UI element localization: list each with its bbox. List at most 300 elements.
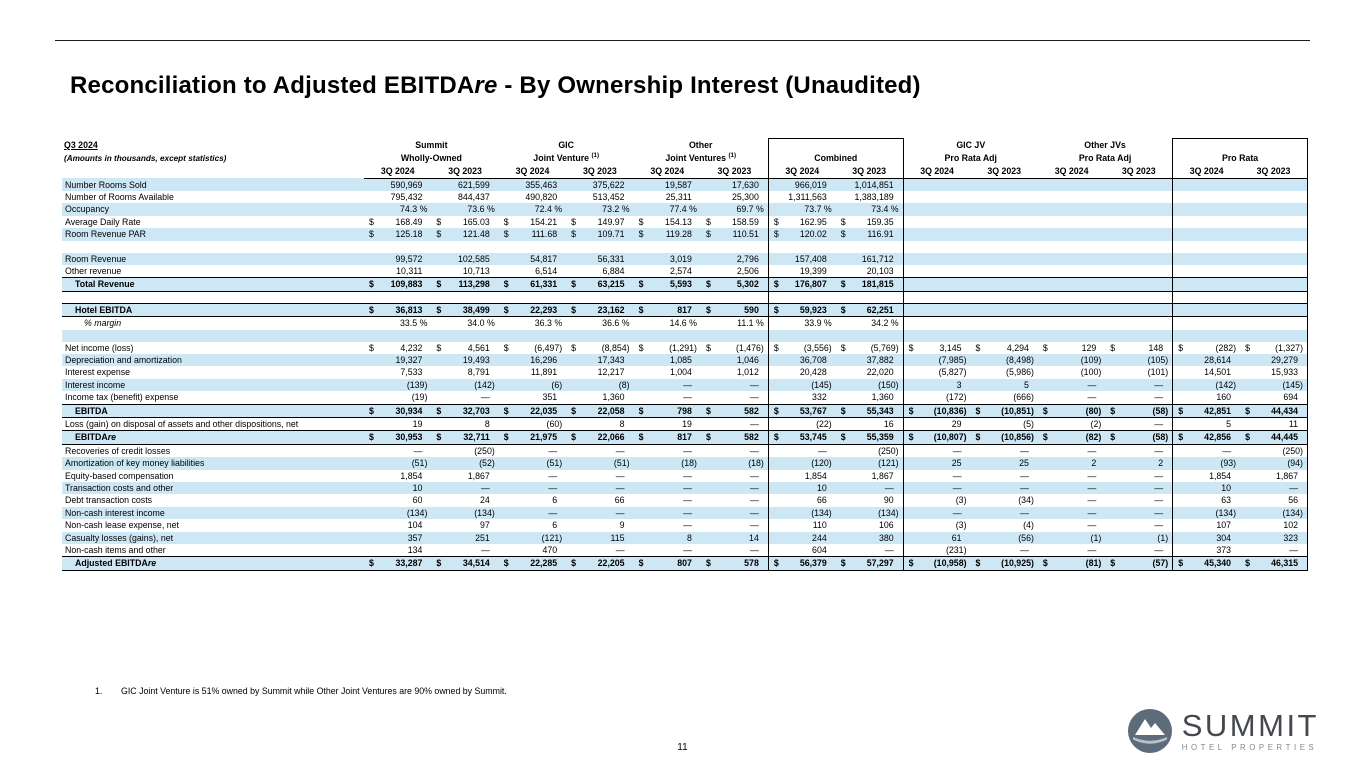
table-row [62, 391, 1308, 404]
currency-symbol: $ [1042, 432, 1048, 443]
table-cell: 97 [479, 520, 490, 531]
table-cell: — [1087, 495, 1097, 506]
table-cell: $ 53,767 [768, 404, 835, 417]
period-header: 3Q 2023 [971, 165, 1038, 179]
table-cell: $ 162.95 [768, 216, 835, 228]
row-label: Loss (gain) on disposal of assets and other dispositions, net [65, 419, 299, 429]
currency-symbol: $ [1042, 558, 1048, 569]
table-cell: 373 [1173, 544, 1240, 557]
currency-symbol: $ [840, 229, 846, 240]
table-cell: 1,004 [669, 367, 692, 378]
row-label: Room Revenue [62, 253, 364, 265]
table-cell [768, 241, 835, 253]
table-cell: — [1105, 379, 1172, 391]
table-cell: $ (6,497) [503, 342, 563, 353]
table-cell: $ 119.28 [634, 228, 701, 240]
table-cell: $ 158.59 [705, 216, 759, 227]
table-cell: $ 42,851 [1173, 404, 1240, 417]
table-cell [836, 291, 903, 303]
table-cell: $ (8,854) [571, 342, 630, 353]
table-cell [431, 291, 498, 303]
table-cell: 244 [768, 532, 835, 544]
table-cell: (105) [1105, 354, 1172, 366]
table-cell [1240, 265, 1307, 278]
table-cell: $ 44,434 [1240, 404, 1307, 417]
table-cell: 795,432 [390, 191, 423, 202]
row-label: Interest expense [65, 367, 131, 378]
table-cell: — [566, 482, 633, 494]
table-cell: 1,867 [836, 470, 903, 482]
currency-symbol: $ [1245, 432, 1250, 443]
table-cell: 72.4 % [499, 203, 566, 215]
table-cell [768, 330, 835, 342]
table-cell: $ 817 [634, 431, 701, 444]
period-header: 3Q 2023 [566, 165, 633, 179]
row-label: Net income (loss) [65, 342, 134, 353]
table-cell: 1,046 [701, 354, 768, 366]
table-cell: $ 33,287 [364, 557, 431, 570]
table-cell: 375,622 [566, 178, 633, 191]
table-cell: — [701, 507, 768, 519]
table-cell: 20,428 [768, 366, 835, 378]
currency-symbol: $ [571, 229, 577, 240]
column-group-header: GIC JV [956, 139, 986, 150]
table-cell: $ 38,499 [431, 303, 498, 316]
table-header-row [62, 152, 1308, 165]
row-label: Recoveries of credit losses [65, 445, 171, 456]
table-cell: — [836, 482, 903, 494]
table-cell: 3 [903, 379, 970, 391]
table-cell: 6,514 [535, 265, 558, 276]
table-cell: 332 [768, 391, 835, 404]
table-cell: $ (10,958) [903, 557, 970, 570]
table-cell: — [1038, 507, 1105, 519]
table-cell [1173, 291, 1240, 303]
table-cell: (56) [971, 532, 1038, 544]
table-cell: — [750, 545, 759, 556]
table-row [62, 216, 1308, 228]
table-cell: $ 62,251 [836, 303, 903, 316]
table-cell: (4) [1023, 520, 1034, 531]
table-cell: — [1087, 470, 1097, 481]
table-cell: 5 [971, 379, 1038, 391]
table-cell: 60 [412, 495, 423, 506]
table-row [62, 253, 1308, 265]
table-cell [1240, 191, 1307, 203]
table-cell: $ 176,807 [768, 278, 835, 291]
table-cell: — [1154, 445, 1164, 456]
table-cell: $ 55,343 [836, 404, 903, 417]
table-cell: (250) [1240, 444, 1307, 457]
table-cell: — [634, 507, 701, 519]
table-cell: 106 [836, 519, 903, 531]
table-cell: 1,867 [467, 470, 490, 481]
row-label: Adjusted EBITDAre [62, 557, 364, 570]
table-cell: 2,506 [736, 265, 759, 276]
table-row [62, 241, 1308, 253]
table-cell: — [903, 482, 970, 494]
table-cell: (51) [566, 457, 633, 469]
table-cell [1173, 203, 1240, 215]
row-label: Non-cash items and other [65, 545, 166, 556]
table-cell: $ 578 [701, 557, 768, 570]
table-cell: $ (10,925) [971, 557, 1038, 570]
table-cell: — [634, 379, 701, 391]
table-cell [1105, 253, 1172, 265]
period-header: 3Q 2024 [634, 165, 701, 179]
table-cell [1105, 317, 1172, 330]
currency-symbol: $ [571, 432, 577, 443]
table-cell: 99,572 [364, 253, 431, 265]
table-cell: — [1020, 470, 1029, 481]
row-label: Non-cash interest income [62, 507, 364, 519]
table-cell: 74.3 % [364, 203, 431, 215]
currency-symbol: $ [773, 229, 779, 240]
table-cell: — [903, 507, 970, 519]
table-cell: — [683, 495, 692, 506]
table-cell: (139) [364, 379, 431, 391]
table-cell: — [952, 470, 962, 481]
column-group-header: Wholly-Owned [400, 152, 462, 163]
column-group-header: Summit [415, 139, 448, 150]
currency-symbol: $ [1110, 558, 1116, 569]
table-cell [971, 216, 1038, 228]
column-group-header: Pro Rata Adj [944, 152, 997, 163]
table-cell: (2) [1090, 419, 1102, 429]
table-cell: (52) [431, 457, 498, 469]
table-cell: (6) [499, 379, 566, 391]
table-cell: 490,820 [525, 191, 558, 202]
currency-symbol: $ [503, 342, 509, 353]
table-header-row [62, 139, 1308, 152]
table-cell: $ (1,476) [705, 342, 764, 353]
column-group-header: Joint Ventures $^{(1)}$ [665, 151, 737, 163]
table-row [62, 342, 1308, 354]
table-cell [903, 203, 970, 215]
table-cell [971, 317, 1038, 330]
table-cell: $ 116.91 [836, 228, 903, 240]
table-cell: 2,574 [669, 265, 692, 276]
currency-symbol: $ [773, 405, 779, 416]
table-cell: $ 22,035 [499, 404, 566, 417]
title-text: Reconciliation to Adjusted EBITDA [70, 72, 475, 99]
table-cell: 2,796 [701, 253, 768, 265]
currency-symbol: $ [436, 558, 442, 569]
table-cell: $ 57,297 [836, 557, 903, 570]
table-cell: $ 23,162 [566, 303, 633, 316]
table-cell: — [1105, 482, 1172, 494]
table-cell [1038, 330, 1105, 342]
currency-symbol: $ [503, 229, 509, 240]
column-group-header [1173, 139, 1308, 152]
table-cell: 10 [364, 482, 431, 494]
table-cell: $ 129 [1042, 342, 1097, 353]
currency-symbol: $ [773, 304, 779, 315]
table-cell: (250) [474, 445, 495, 456]
table-cell: $ 21,975 [499, 431, 566, 444]
table-cell: 351 [542, 392, 558, 403]
title-italic-re: re [474, 72, 498, 99]
currency-symbol: $ [908, 342, 914, 353]
currency-symbol: $ [840, 304, 846, 315]
table-cell: 73.6 % [431, 203, 498, 215]
currency-symbol: $ [436, 342, 442, 353]
row-label: Other revenue [65, 265, 122, 276]
table-cell: $ 36,813 [364, 303, 431, 316]
table-cell: — [750, 419, 759, 429]
currency-symbol: $ [1110, 432, 1116, 443]
currency-symbol: $ [571, 304, 577, 315]
table-cell: — [548, 470, 558, 481]
table-cell: 11 [1240, 418, 1307, 431]
currency-symbol: $ [369, 342, 374, 353]
footnote [95, 686, 507, 696]
table-cell: — [1154, 545, 1164, 556]
table-cell: (51) [499, 457, 566, 469]
table-cell: — [566, 507, 633, 519]
table-cell: (34) [1018, 495, 1034, 506]
currency-symbol: $ [705, 342, 711, 353]
table-cell: (134) [364, 507, 431, 519]
table-row [62, 457, 1308, 469]
table-cell: 33.9 % [768, 317, 835, 330]
table-cell [364, 241, 431, 253]
table-cell: (19) [411, 392, 428, 403]
table-row [62, 203, 1308, 215]
currency-symbol: $ [436, 216, 442, 227]
period-header: 3Q 2024 [1038, 165, 1105, 179]
table-cell: — [1038, 482, 1105, 494]
table-row [62, 532, 1308, 544]
row-label: Number Rooms Sold [62, 178, 364, 191]
table-cell [1173, 303, 1240, 316]
table-cell: (134) [1173, 507, 1240, 519]
table-cell: 8 [619, 419, 625, 429]
currency-symbol: $ [436, 432, 442, 443]
table-cell [431, 241, 498, 253]
table-cell: 6,884 [602, 265, 625, 276]
table-cell: 161,712 [836, 253, 903, 265]
table-cell: $ 590 [701, 303, 768, 316]
table-cell: $ 61,331 [499, 278, 566, 291]
table-cell [903, 265, 970, 278]
table-container [62, 138, 1308, 571]
period-header: 3Q 2023 [431, 165, 498, 179]
table-cell [903, 228, 970, 240]
table-cell: (134) [768, 507, 835, 519]
table-cell: $ (10,856) [971, 431, 1038, 444]
table-cell [1105, 228, 1172, 240]
table-cell: (3) [955, 495, 967, 506]
table-cell: (250) [836, 444, 903, 457]
table-cell: — [431, 482, 498, 494]
table-cell: — [683, 392, 692, 403]
currency-symbol: $ [908, 558, 914, 569]
table-row [62, 379, 1308, 391]
table-row [62, 557, 1308, 570]
table-cell: (5,827) [938, 367, 967, 378]
table-cell: $ 46,315 [1240, 557, 1307, 570]
table-cell: — [1105, 507, 1172, 519]
table-cell: 29,279 [1240, 354, 1307, 366]
table-cell: 29 [951, 419, 962, 429]
table-cell [1038, 291, 1105, 303]
row-label [62, 291, 364, 303]
table-cell [1240, 291, 1307, 303]
table-cell: 1,854 [1173, 470, 1240, 482]
table-cell: 357 [364, 532, 431, 544]
table-cell: 25 [903, 457, 970, 469]
currency-symbol: $ [1245, 405, 1250, 416]
table-cell: — [413, 445, 423, 456]
table-cell: 24 [479, 495, 490, 506]
table-cell: 17,630 [701, 178, 768, 191]
table-cell [1038, 178, 1105, 191]
currency-symbol: $ [571, 216, 577, 227]
currency-symbol: $ [840, 216, 846, 227]
table-cell: 19,399 [768, 265, 835, 278]
currency-symbol: $ [503, 432, 509, 443]
table-row [62, 544, 1308, 557]
currency-symbol: $ [369, 558, 374, 569]
table-cell: 56,331 [566, 253, 633, 265]
table-cell: $ (10,851) [971, 404, 1038, 417]
table-cell [701, 291, 768, 303]
table-cell [1038, 228, 1105, 240]
table-cell: — [750, 495, 759, 506]
table-cell [1173, 228, 1240, 240]
currency-symbol: $ [773, 432, 779, 443]
table-cell: (60) [546, 419, 563, 429]
table-units-note: (Amounts in thousands, except statistics) [64, 153, 227, 163]
table-cell: $ 148 [1110, 342, 1164, 353]
table-cell [971, 330, 1038, 342]
currency-symbol: $ [705, 405, 711, 416]
table-cell [768, 291, 835, 303]
table-cell: 2 [1105, 457, 1172, 469]
table-cell: — [683, 520, 692, 531]
table-cell: $ (5,769) [836, 342, 903, 354]
row-label: Debt transaction costs [65, 495, 153, 506]
table-cell [1240, 178, 1307, 191]
row-label [62, 330, 364, 342]
table-cell: (8) [566, 379, 633, 391]
table-cell: $ 4,232 [369, 342, 423, 353]
currency-symbol: $ [705, 229, 711, 240]
table-cell [1173, 241, 1240, 253]
table-cell: 90 [836, 494, 903, 506]
table-cell: 6 [552, 520, 558, 531]
table-cell: (100) [1080, 367, 1102, 378]
table-cell: $ 109.71 [566, 228, 633, 240]
currency-symbol: $ [705, 304, 711, 315]
table-row [62, 228, 1308, 240]
table-cell [1038, 253, 1105, 265]
table-row [62, 303, 1308, 316]
table-cell [903, 191, 970, 203]
table-cell: (134) [1240, 507, 1307, 519]
table-cell: $ (10,807) [903, 431, 970, 444]
table-cell: 36.3 % [534, 318, 563, 329]
table-cell: 14.6 % [669, 318, 697, 329]
currency-symbol: $ [503, 304, 509, 315]
table-cell: — [548, 445, 558, 456]
row-label: Average Daily Rate [65, 216, 141, 227]
table-cell [1038, 203, 1105, 215]
table-cell: — [971, 482, 1038, 494]
currency-symbol: $ [773, 216, 779, 227]
currency-symbol: $ [1110, 342, 1116, 353]
table-row [62, 178, 1308, 191]
currency-symbol: $ [975, 558, 981, 569]
currency-symbol: $ [705, 279, 711, 290]
table-cell: — [750, 470, 759, 481]
currency-symbol: $ [1178, 342, 1184, 353]
table-cell: $ (3,556) [768, 342, 835, 354]
table-cell: — [480, 392, 490, 403]
table-cell: (22) [768, 418, 835, 431]
table-cell: — [1154, 392, 1164, 403]
table-cell: 10,311 [396, 265, 423, 276]
currency-symbol: $ [975, 405, 981, 416]
table-cell: 19 [412, 419, 423, 429]
table-cell: — [1154, 470, 1164, 481]
table-cell: — [615, 470, 625, 481]
table-cell: $ 56,379 [768, 557, 835, 570]
table-row [62, 494, 1308, 506]
table-cell: $ (1,327) [1240, 342, 1307, 354]
row-label: Occupancy [62, 203, 364, 215]
currency-symbol: $ [369, 229, 374, 240]
table-cell: (142) [431, 379, 498, 391]
table-cell [431, 330, 498, 342]
table-cell: — [1154, 520, 1164, 531]
table-cell [364, 291, 431, 303]
table-cell [903, 291, 970, 303]
table-cell: $ 181,815 [836, 278, 903, 291]
table-cell [1105, 291, 1172, 303]
table-cell [1038, 216, 1105, 228]
table-cell: 8 [634, 532, 701, 544]
table-cell [1105, 303, 1172, 316]
row-label: % margin [84, 318, 122, 329]
table-cell: (134) [836, 507, 903, 519]
table-cell: 2 [1038, 457, 1105, 469]
currency-symbol: $ [908, 405, 914, 416]
currency-symbol: $ [1042, 405, 1048, 416]
table-cell: 323 [1240, 532, 1307, 544]
table-cell: 34.2 % [836, 317, 903, 330]
top-divider [55, 40, 1310, 41]
currency-symbol: $ [908, 432, 914, 443]
table-cell: — [1173, 444, 1240, 457]
table-cell: (7,985) [903, 354, 970, 366]
currency-symbol: $ [705, 216, 711, 227]
table-cell: — [750, 392, 759, 403]
table-cell: 22,020 [836, 366, 903, 378]
row-label: Amortization of key money liabilities [62, 457, 364, 469]
table-cell: $ 22,293 [499, 303, 566, 316]
table-cell: 6 [552, 495, 558, 506]
currency-symbol: $ [1178, 558, 1184, 569]
period-header: 3Q 2024 [1173, 165, 1240, 179]
table-row [62, 404, 1308, 417]
table-cell: — [480, 545, 490, 556]
table-cell: — [615, 545, 625, 556]
table-cell: 73.7 % [768, 203, 835, 215]
table-cell: 470 [542, 545, 558, 556]
table-cell: $ (10,836) [903, 404, 970, 417]
